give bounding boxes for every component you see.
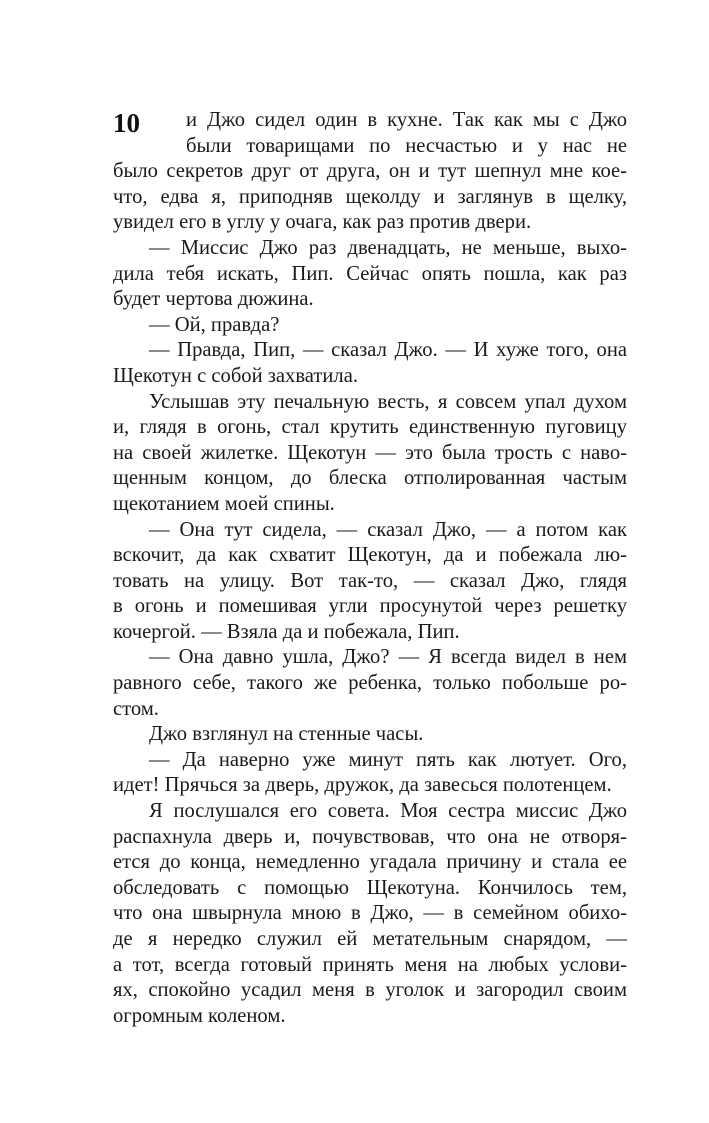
text-line: товать на улицу. Вот так-то, — сказал Джо, глядя <box>113 569 627 592</box>
text-line: что она швырнула мною в Джо, — в семейном обихо- <box>113 902 627 925</box>
text-line: Щекотун с собой захватила. <box>113 364 358 387</box>
text-line: Я послушался его совета. Моя сестра миссис Джо <box>149 800 627 823</box>
text-line: на своей жилетке. Щекотун — это была трость с наво- <box>113 441 627 464</box>
paragraph <box>113 390 627 518</box>
text-line: вскочит, да как схватит Щекотун, да и побежала лю- <box>113 544 627 567</box>
body-text <box>113 108 627 1029</box>
text-line: стом. <box>113 697 159 720</box>
text-line: обследовать с помощью Щекотуна. Кончилось тем, <box>113 876 627 899</box>
text-line: были товарищами по несчастью и у нас не <box>186 134 627 157</box>
text-line: будет чертова дюжина. <box>113 288 314 311</box>
text-line: — Да наверно уже минут пять как лютует. Ого, <box>149 748 627 771</box>
text-line: и Джо сидел один в кухне. Так как мы с Джо <box>186 109 627 131</box>
paragraph <box>113 236 627 313</box>
text-line: Джо взглянул на стенные часы. <box>149 723 424 746</box>
text-line: дила тебя искать, Пип. Сейчас опять пошла, как раз <box>113 262 627 285</box>
text-line: идет! Прячься за дверь, дружок, да завесься полотенцем. <box>113 774 612 797</box>
text-line: щекотанием моей спины. <box>113 492 335 515</box>
paragraph <box>113 799 627 1029</box>
text-line: было секретов друг от друга, он и тут шепнул мне кое- <box>113 160 627 183</box>
paragraph <box>113 313 627 339</box>
paragraph <box>113 108 627 236</box>
paragraph <box>113 338 627 389</box>
text-line: огромным коленом. <box>113 1004 286 1027</box>
text-line: в огонь и помешивая угли просунутой через решетку <box>113 595 627 618</box>
paragraph <box>113 722 627 748</box>
text-line: ях, спокойно усадил меня в уголок и загородил своим <box>113 979 627 1002</box>
text-line: — Миссис Джо раз двенадцать, не меньше, выхо- <box>149 236 627 259</box>
paragraph <box>113 645 627 722</box>
text-line: — Правда, Пип, — сказал Джо. — И хуже того, она <box>149 339 627 362</box>
page-number: 10 <box>113 108 140 138</box>
text-line: — Она давно ушла, Джо? — Я всегда видел в нем <box>149 646 627 669</box>
paragraph <box>113 518 627 646</box>
text-line: щенным концом, до блеска отполированная частым <box>113 467 627 490</box>
text-line: а тот, всегда готовый принять меня на любых услови- <box>113 953 627 976</box>
text-line: что, едва я, приподняв щеколду и заглянув в щелку, <box>113 185 627 208</box>
text-line: и, глядя в огонь, стал крутить единственную пуговицу <box>113 416 627 439</box>
text-line: — Ой, правда? <box>149 313 280 336</box>
text-line: Услышав эту печальную весть, я совсем упал духом <box>149 390 627 413</box>
text-line: ется до конца, немедленно угадала причину и стала ее <box>113 851 627 874</box>
text-line: кочергой. — Взяла да и побежала, Пип. <box>113 620 460 643</box>
text-line: — Она тут сидела, — сказал Джо, — а потом как <box>149 518 627 541</box>
text-line: равного себе, такого же ребенка, только побольше ро- <box>113 672 627 695</box>
text-line: распахнула дверь и, почувствовав, что она не отворя- <box>113 825 627 848</box>
text-line: де я нередко служил ей метательным снарядом, — <box>113 928 627 950</box>
text-line: увидел его в углу у очага, как раз против двери. <box>113 211 532 234</box>
paragraph <box>113 748 627 799</box>
